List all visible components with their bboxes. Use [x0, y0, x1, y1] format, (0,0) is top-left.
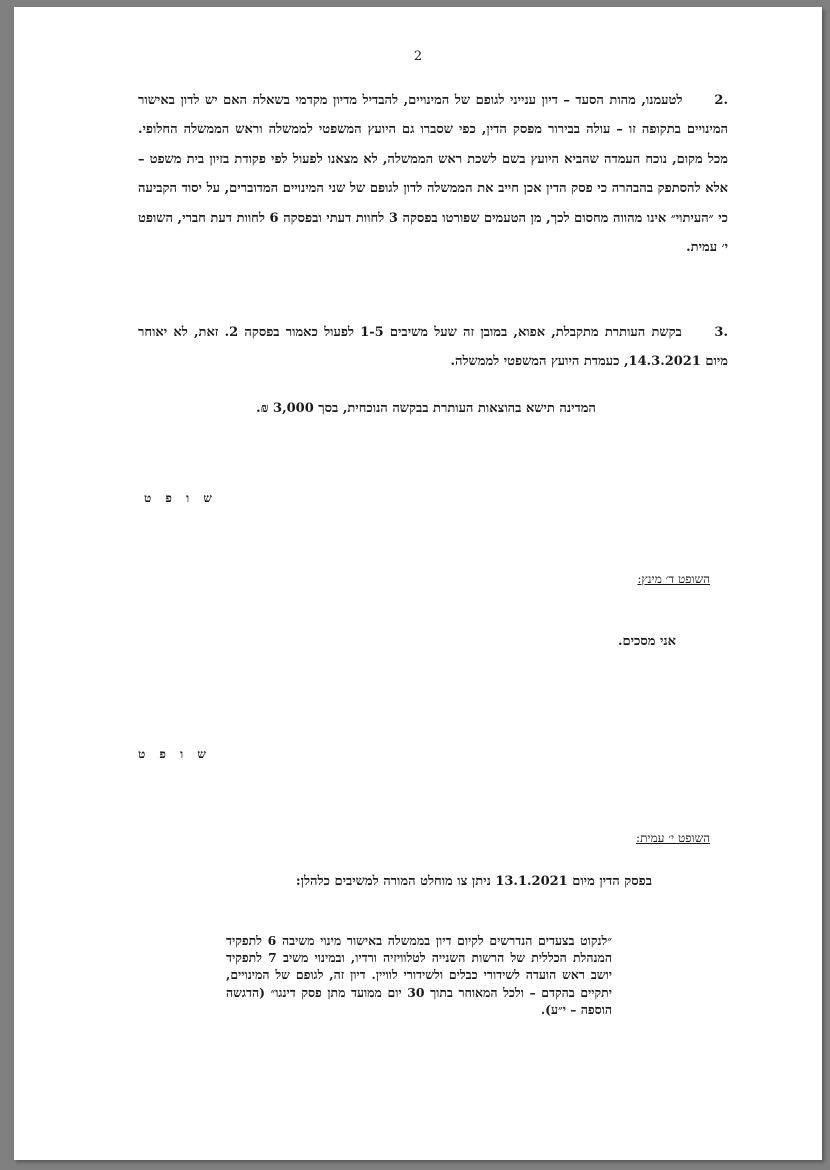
ruling-quote: ״לנקוט בצעדים הנדרשים לקיום דיון בממשלה באישור מינוי משיבה 6 לתפקיד המנהלת הכללית של הרשות השנייה לטלוויזיה ורדיו, ובמינוי משיב 7 לתפקיד יושב ראש הועדה לשידורי כבלים ולשידורי לוויין. דיון זה, לגופם של המינויים, יתקיים בהקדם – ולכל המאוחר בתוך 30 יום ממועד מתן פסק דינגו״ (הדגשה הוספה – י״ע).: [226, 933, 612, 1017]
judge-mintz-heading: השופט ד׳ מינץ:: [637, 572, 710, 586]
page-number: 2: [413, 49, 423, 64]
judge-signature-1: ש ו פ ט: [144, 491, 217, 505]
paragraph-3: [138, 318, 728, 377]
paragraph-text: לטעמנו, מהות הסעד – דיון ענייני לגופם של המינויים, להבדיל מדיון מקדמי בשאלה האם יש לדון באישור המינויים בתקופה זו – עולה בבירור מפסק הדין, כפי שסברו גם היועץ המשפטי לממשלה וראש הממשלה החלופי. מכל מקום, נוכח העמדה שהביא היועץ בשם לשכת ראש הממשלה, לא מצאנו לפעול לפי פקודת בזיון בית משפט – אלא להסתפק בהבהרה כי פסק הדין אכן חייב את הממשלה לדון לגופם של שני המינויים המדוברים, על יסוד הקביעה כי ״העיתוי״ אינו מהווה מחסום לכך, מן הטעמים שפורטו בפסקה 3 לחוות דעתי ובפסקה 6 לחוות דעת חברי, השופט י׳ עמית.: [138, 93, 728, 256]
paragraph-2: [138, 86, 728, 262]
judge-signature-2: ש ו פ ט: [138, 747, 211, 761]
paragraph-text: בקשת העותרת מתקבלת, אפוא, במובן זה שעל משיבים 1-5 לפעול כאמור בפסקה 2. זאת, לא יאוחר מיום 14.3.2021, כעמדת היועץ המשפטי לממשלה.: [138, 325, 728, 370]
costs-order: המדינה תישא בהוצאות העותרת בבקשה הנוכחית, בסך 3,000 ₪.: [256, 401, 596, 416]
paragraph-number: .3: [714, 325, 728, 340]
concurrence-text: אני מסכים.: [617, 634, 676, 649]
judge-amit-heading: השופט י׳ עמית:: [636, 831, 710, 845]
paragraph-number: .2: [714, 93, 728, 108]
ruling-intro: בפסק הדין מיום 13.1.2021 ניתן צו מוחלט המורה למשיבים כלהלן:: [295, 874, 652, 889]
document-page: [14, 7, 822, 1160]
